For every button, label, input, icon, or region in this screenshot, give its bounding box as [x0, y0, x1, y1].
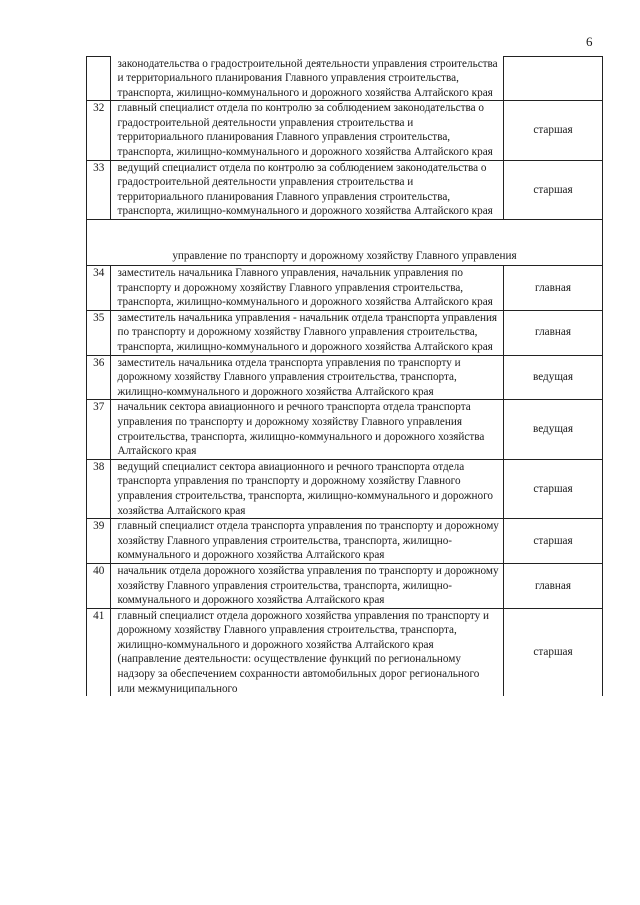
position-title: ведущий специалист сектора авиационного и речного транспорта отдела транспорта управления по транспорту и дорожному хозяйству Главного управления строительства, транспорта, жилищно-коммунального и дорожного хозяйства Алтайского края [111, 459, 504, 518]
position-title: начальник отдела дорожного хозяйства управления по транспорту и дорожному хозяйству Главного управления строительства, транспорта, жилищно-коммунального и дорожного хозяйства Алтайского края [111, 563, 504, 608]
row-number: 41 [87, 608, 111, 696]
position-title: заместитель начальника отдела транспорта управления по транспорту и дорожному хозяйству Главного управления строительства, транспорта, жилищно-коммунального и дорожного хозяйства Алтайского края [111, 355, 504, 400]
row-number: 35 [87, 310, 111, 355]
position-category: старшая [504, 160, 603, 219]
table-row [87, 519, 603, 564]
table-row [87, 563, 603, 608]
row-number: 38 [87, 459, 111, 518]
position-title: ведущий специалист отдела по контролю за соблюдением законодательства о градостроительной деятельности управления строительства и территориального планирования Главного управления строительства, транспорта, жилищно-коммунального и дорожного хозяйства Алтайского края [111, 160, 504, 219]
position-title: заместитель начальника управления - начальник отдела транспорта управления по транспорту и дорожному хозяйству Главного управления строительства, транспорта, жилищно-коммунального и дорожного хозяйства Алтайского края [111, 310, 504, 355]
position-category: старшая [504, 608, 603, 696]
row-number: 32 [87, 101, 111, 160]
row-number: 39 [87, 519, 111, 564]
row-number: 40 [87, 563, 111, 608]
table-row [87, 459, 603, 518]
position-category: главная [504, 563, 603, 608]
position-title: начальник сектора авиационного и речного транспорта отдела транспорта управления по транспорту и дорожному хозяйству Главного управления строительства, транспорта, жилищно-коммунального и дорожного хозяйства Алтайского края [111, 400, 504, 459]
position-category: главная [504, 310, 603, 355]
position-title: главный специалист отдела по контролю за соблюдением законодательства о градостроительной деятельности управления строительства и территориального планирования Главного управления строительства, транспорта, жилищно-коммунального и дорожного хозяйства Алтайского края [111, 101, 504, 160]
table-row [87, 101, 603, 160]
positions-table [86, 56, 603, 696]
row-number-cell [87, 57, 111, 101]
table-row [87, 160, 603, 219]
table-row [87, 310, 603, 355]
table-row [87, 400, 603, 459]
row-number: 34 [87, 266, 111, 311]
position-title: заместитель начальника Главного управления, начальник управления по транспорту и дорожному хозяйству Главного управления строительства, транспорта, жилищно-коммунального и дорожного хозяйства Алтайского края [111, 266, 504, 311]
section-heading-row [87, 220, 603, 266]
row-number: 33 [87, 160, 111, 219]
position-title: законодательства о градостроительной деятельности управления строительства и территориального планирования Главного управления строительства, транспорта, жилищно-коммунального и дорожного хозяйства Алтайского края [111, 57, 504, 101]
row-number: 37 [87, 400, 111, 459]
table-row [87, 266, 603, 311]
position-category: старшая [504, 519, 603, 564]
table-row [87, 355, 603, 400]
position-category: старшая [504, 459, 603, 518]
table-row-continuation [87, 57, 603, 101]
position-title: главный специалист отдела дорожного хозяйства управления по транспорту и дорожному хозяйству Главного управления строительства, транспорта, жилищно-коммунального и дорожного хозяйства Алтайского края [117, 609, 490, 651]
position-title-cell [111, 608, 504, 696]
position-category: ведущая [504, 355, 603, 400]
position-note: (направление деятельности: осуществление функций по региональному надзору за обеспечением сохранности автомобильных дорог регионального или межмуниципального [117, 653, 480, 695]
position-category [504, 57, 603, 101]
section-heading: управление по транспорту и дорожному хозяйству Главного управления [87, 220, 603, 266]
table-row-last [87, 608, 603, 696]
position-category: старшая [504, 101, 603, 160]
position-category: главная [504, 266, 603, 311]
row-number: 36 [87, 355, 111, 400]
page-number: 6 [586, 34, 593, 49]
position-category: ведущая [504, 400, 603, 459]
position-title: главный специалист отдела транспорта управления по транспорту и дорожному хозяйству Главного управления строительства, транспорта, жилищно-коммунального и дорожного хозяйства Алтайского края [111, 519, 504, 564]
